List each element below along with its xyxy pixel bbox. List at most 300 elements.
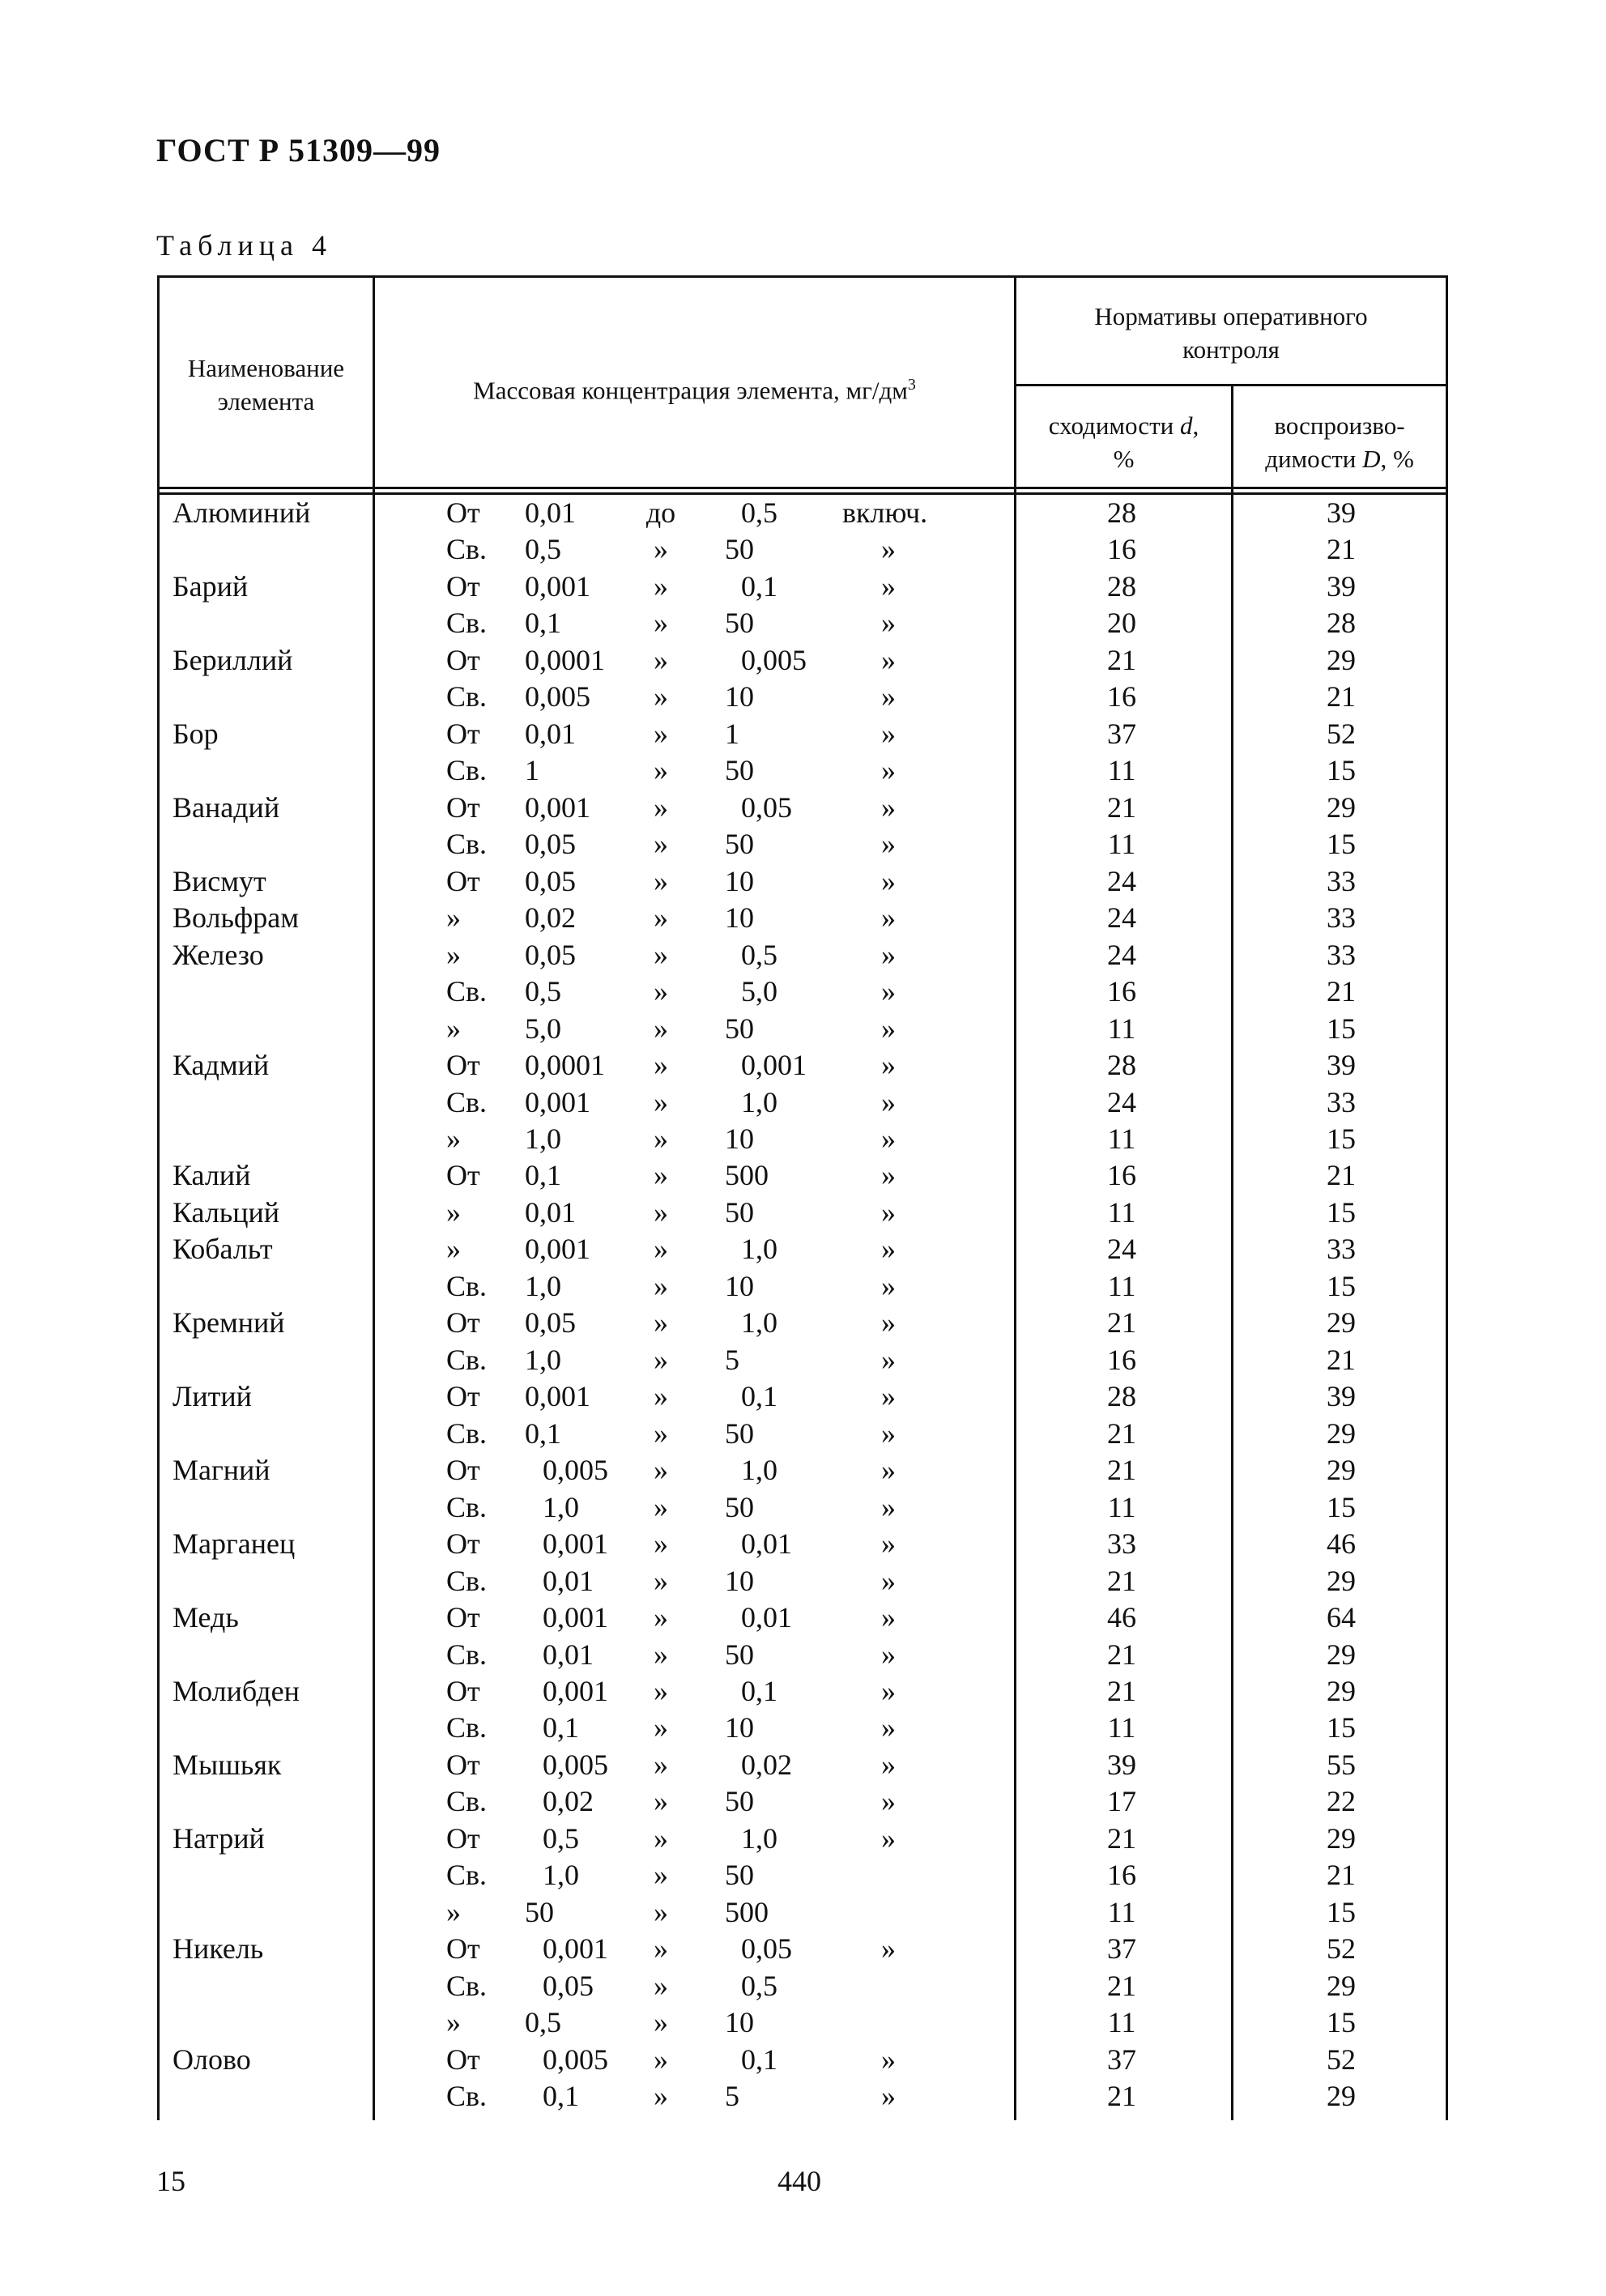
range-prefix: Св. bbox=[446, 1416, 488, 1450]
range-connector: » bbox=[654, 1380, 668, 1413]
table-row bbox=[0, 1121, 1606, 1157]
range-from: 0,005 bbox=[543, 1748, 608, 1781]
range-inclusive: » bbox=[881, 1416, 896, 1450]
range-prefix: Св. bbox=[446, 1785, 488, 1818]
element-name: Литий bbox=[173, 1380, 252, 1413]
reproducibility-D: 29 bbox=[1327, 1454, 1356, 1487]
convergence-d: 28 bbox=[1107, 1049, 1136, 1082]
range-from: 0,005 bbox=[525, 680, 590, 714]
range-connector: » bbox=[654, 1711, 668, 1744]
reproducibility-D: 29 bbox=[1327, 1821, 1356, 1855]
range-from: 1 bbox=[525, 754, 539, 787]
convergence-d: 11 bbox=[1107, 1195, 1136, 1229]
range-to: 0,01 bbox=[741, 1527, 792, 1561]
range-prefix: » bbox=[446, 2006, 461, 2039]
range-connector: » bbox=[654, 1859, 668, 1892]
range-prefix: От bbox=[446, 2043, 480, 2076]
range-to: 0,05 bbox=[741, 1932, 792, 1966]
range-prefix: Св. bbox=[446, 1564, 488, 1597]
range-to: 0,1 bbox=[741, 1675, 777, 1707]
reproducibility-D: 15 bbox=[1327, 828, 1356, 861]
reproducibility-D: 39 bbox=[1327, 1049, 1356, 1082]
reproducibility-D: 15 bbox=[1327, 1269, 1356, 1302]
header-concentration: Массовая концентрация элемента, $мг/дм^3$ bbox=[473, 376, 916, 405]
range-prefix: От bbox=[446, 1049, 480, 1082]
range-from: 1,0 bbox=[525, 1343, 561, 1376]
range-connector: » bbox=[654, 1601, 668, 1634]
element-name: Олово bbox=[173, 2043, 251, 2076]
range-connector: » bbox=[654, 1895, 668, 1928]
range-from: 0,001 bbox=[543, 1932, 608, 1966]
range-to: 5,0 bbox=[741, 975, 777, 1008]
table-row bbox=[0, 1747, 1606, 1783]
range-inclusive: » bbox=[881, 1195, 896, 1229]
range-from: 0,0001 bbox=[525, 1049, 605, 1082]
element-name: Кобальт bbox=[173, 1233, 273, 1266]
range-from: 1,0 bbox=[525, 1269, 561, 1302]
range-inclusive: включ. bbox=[842, 496, 928, 529]
convergence-d: 28 bbox=[1107, 496, 1136, 529]
range-from: 0,001 bbox=[525, 1380, 590, 1413]
range-connector: » bbox=[654, 2043, 668, 2076]
range-to: 0,001 bbox=[741, 1049, 807, 1082]
convergence-d: 11 bbox=[1107, 828, 1136, 861]
reproducibility-D: 33 bbox=[1327, 1085, 1356, 1118]
range-prefix: Св. bbox=[446, 1269, 488, 1302]
range-from: 0,001 bbox=[543, 1527, 608, 1561]
range-inclusive: » bbox=[881, 1269, 896, 1302]
range-to: 10 bbox=[725, 2006, 754, 2039]
reproducibility-D: 29 bbox=[1327, 790, 1356, 824]
table-row bbox=[0, 1157, 1606, 1194]
range-inclusive: » bbox=[881, 1785, 896, 1818]
element-name: Натрий bbox=[173, 1821, 265, 1855]
reproducibility-D: 64 bbox=[1327, 1601, 1356, 1634]
range-connector: » bbox=[654, 643, 668, 676]
range-inclusive: » bbox=[881, 1711, 896, 1744]
convergence-d: 37 bbox=[1107, 1932, 1136, 1966]
range-from: 5,0 bbox=[525, 1012, 561, 1045]
range-to: 0,01 bbox=[741, 1601, 792, 1634]
convergence-d: 21 bbox=[1107, 1969, 1136, 2002]
table-row bbox=[0, 1637, 1606, 1673]
table-row bbox=[0, 1489, 1606, 1526]
range-to: 50 bbox=[725, 1416, 754, 1450]
range-connector: » bbox=[654, 1049, 668, 1082]
range-to: 1,0 bbox=[741, 1454, 777, 1487]
convergence-d: 24 bbox=[1107, 864, 1136, 897]
range-to: 0,1 bbox=[741, 569, 777, 603]
range-to: 0,1 bbox=[741, 2043, 777, 2076]
range-inclusive: » bbox=[881, 1306, 896, 1340]
table-row bbox=[0, 1378, 1606, 1415]
convergence-d: 11 bbox=[1107, 2006, 1136, 2039]
range-prefix: Св. bbox=[446, 1343, 488, 1376]
range-from: 0,05 bbox=[525, 938, 576, 971]
range-inclusive: » bbox=[881, 643, 896, 676]
range-from: 0,01 bbox=[525, 496, 576, 529]
range-prefix: Св. bbox=[446, 1969, 488, 2002]
reproducibility-D: 22 bbox=[1327, 1785, 1356, 1818]
header-convergence-d: сходимости d, % bbox=[1048, 411, 1199, 473]
range-connector: » bbox=[654, 1748, 668, 1781]
range-prefix: Св. bbox=[446, 533, 488, 566]
range-to: 0,5 bbox=[741, 1969, 777, 2002]
range-from: 1,0 bbox=[525, 1122, 561, 1155]
range-inclusive: » bbox=[881, 1454, 896, 1487]
range-inclusive: » bbox=[881, 717, 896, 750]
reproducibility-D: 29 bbox=[1327, 1638, 1356, 1671]
range-prefix: От bbox=[446, 569, 480, 603]
range-to: 10 bbox=[725, 1711, 754, 1744]
reproducibility-D: 15 bbox=[1327, 1012, 1356, 1045]
range-to: 0,1 bbox=[741, 1380, 777, 1413]
reproducibility-D: 21 bbox=[1327, 533, 1356, 566]
range-connector: » bbox=[654, 1821, 668, 1855]
range-prefix: » bbox=[446, 1012, 461, 1045]
range-inclusive: » bbox=[881, 1343, 896, 1376]
reproducibility-D: 29 bbox=[1327, 1675, 1356, 1707]
range-from: 0,001 bbox=[525, 790, 590, 824]
range-from: 0,001 bbox=[525, 1233, 590, 1266]
reproducibility-D: 29 bbox=[1327, 1306, 1356, 1340]
reproducibility-D: 21 bbox=[1327, 1159, 1356, 1192]
reproducibility-D: 21 bbox=[1327, 680, 1356, 714]
range-connector: » bbox=[654, 1785, 668, 1818]
range-connector: » bbox=[654, 864, 668, 897]
element-name: Молибден bbox=[173, 1675, 300, 1707]
table-row bbox=[0, 973, 1606, 1010]
table-row bbox=[0, 1600, 1606, 1636]
element-name: Бор bbox=[173, 717, 219, 750]
element-name: Кальций bbox=[173, 1195, 280, 1229]
table-row bbox=[0, 1821, 1606, 1857]
reproducibility-D: 33 bbox=[1327, 864, 1356, 897]
range-from: 0,05 bbox=[525, 1306, 576, 1340]
range-connector: » bbox=[654, 717, 668, 750]
reproducibility-D: 28 bbox=[1327, 607, 1356, 640]
range-to: 50 bbox=[725, 607, 754, 640]
range-prefix: От bbox=[446, 643, 480, 676]
convergence-d: 21 bbox=[1107, 1564, 1136, 1597]
convergence-d: 21 bbox=[1107, 1454, 1136, 1487]
range-to: 50 bbox=[725, 1490, 754, 1523]
range-to: 5 bbox=[725, 2080, 739, 2113]
convergence-d: 21 bbox=[1107, 2080, 1136, 2113]
convergence-d: 21 bbox=[1107, 790, 1136, 824]
range-from: 0,02 bbox=[543, 1785, 594, 1818]
header-divider bbox=[1014, 384, 1448, 386]
convergence-d: 21 bbox=[1107, 1821, 1136, 1855]
reproducibility-D: 52 bbox=[1327, 717, 1356, 750]
convergence-d: 37 bbox=[1107, 717, 1136, 750]
range-from: 0,1 bbox=[525, 1416, 561, 1450]
reproducibility-D: 21 bbox=[1327, 1859, 1356, 1892]
table-row bbox=[0, 900, 1606, 936]
convergence-d: 16 bbox=[1107, 1343, 1136, 1376]
range-to: 10 bbox=[725, 680, 754, 714]
reproducibility-D: 29 bbox=[1327, 1416, 1356, 1450]
range-to: 10 bbox=[725, 1122, 754, 1155]
range-connector: » bbox=[654, 1638, 668, 1671]
range-to: 0,5 bbox=[741, 496, 777, 529]
element-name: Марганец bbox=[173, 1527, 296, 1561]
range-from: 0,001 bbox=[525, 1085, 590, 1118]
element-name: Барий bbox=[173, 569, 249, 603]
range-from: 0,001 bbox=[543, 1675, 608, 1707]
convergence-d: 21 bbox=[1107, 1675, 1136, 1707]
range-inclusive: » bbox=[881, 1564, 896, 1597]
table-row bbox=[0, 1857, 1606, 1893]
table-row bbox=[0, 1452, 1606, 1489]
convergence-d: 16 bbox=[1107, 1859, 1136, 1892]
table-caption: Таблица 4 bbox=[156, 229, 332, 262]
range-to: 0,005 bbox=[741, 643, 807, 676]
range-prefix: Св. bbox=[446, 1085, 488, 1118]
convergence-d: 11 bbox=[1107, 1711, 1136, 1744]
convergence-d: 46 bbox=[1107, 1601, 1136, 1634]
reproducibility-D: 21 bbox=[1327, 1343, 1356, 1376]
table-row bbox=[0, 1526, 1606, 1562]
range-to: 500 bbox=[725, 1895, 769, 1928]
element-name: Калий bbox=[173, 1159, 251, 1192]
range-prefix: » bbox=[446, 1895, 461, 1928]
table-row bbox=[0, 1231, 1606, 1267]
reproducibility-D: 52 bbox=[1327, 2043, 1356, 2076]
range-connector: » bbox=[654, 1454, 668, 1487]
table-row bbox=[0, 1305, 1606, 1341]
range-inclusive: » bbox=[881, 901, 896, 935]
range-connector: » bbox=[654, 1675, 668, 1707]
header-reproducibility-D: воспроизво- димости D, % bbox=[1265, 411, 1414, 473]
convergence-d: 16 bbox=[1107, 975, 1136, 1008]
range-prefix: От bbox=[446, 1159, 480, 1192]
range-from: 0,1 bbox=[525, 607, 561, 640]
table-row bbox=[0, 1268, 1606, 1305]
reproducibility-D: 33 bbox=[1327, 1233, 1356, 1266]
range-inclusive: » bbox=[881, 1233, 896, 1266]
range-to: 50 bbox=[725, 754, 754, 787]
range-connector: » bbox=[654, 1527, 668, 1561]
element-name: Магний bbox=[173, 1454, 271, 1487]
range-connector: » bbox=[654, 790, 668, 824]
convergence-d: 37 bbox=[1107, 2043, 1136, 2076]
reproducibility-D: 21 bbox=[1327, 975, 1356, 1008]
header-norms: Нормативы оперативного контроля bbox=[1094, 302, 1368, 364]
table-row bbox=[0, 1195, 1606, 1231]
reproducibility-D: 46 bbox=[1327, 1527, 1356, 1561]
range-connector: » bbox=[654, 828, 668, 861]
convergence-d: 11 bbox=[1107, 1122, 1136, 1155]
range-prefix: Св. bbox=[446, 1490, 488, 1523]
range-prefix: От bbox=[446, 496, 480, 529]
range-from: 0,5 bbox=[525, 533, 561, 566]
range-from: 0,05 bbox=[525, 828, 576, 861]
table-row bbox=[0, 790, 1606, 826]
range-inclusive: » bbox=[881, 680, 896, 714]
table-row bbox=[0, 1673, 1606, 1710]
table-row bbox=[0, 569, 1606, 605]
range-prefix: » bbox=[446, 901, 461, 935]
range-prefix: Св. bbox=[446, 1638, 488, 1671]
convergence-d: 11 bbox=[1107, 1012, 1136, 1045]
range-prefix: Св. bbox=[446, 1711, 488, 1744]
range-prefix: От bbox=[446, 790, 480, 824]
table-row bbox=[0, 531, 1606, 568]
element-name: Никель bbox=[173, 1932, 264, 1966]
reproducibility-D: 33 bbox=[1327, 901, 1356, 935]
convergence-d: 28 bbox=[1107, 1380, 1136, 1413]
range-prefix: От bbox=[446, 1675, 480, 1707]
range-from: 0,01 bbox=[543, 1638, 594, 1671]
range-connector: » bbox=[654, 533, 668, 566]
range-to: 0,5 bbox=[741, 938, 777, 971]
range-inclusive: » bbox=[881, 754, 896, 787]
range-prefix: От bbox=[446, 1527, 480, 1561]
table-row bbox=[0, 679, 1606, 715]
range-to: 10 bbox=[725, 1564, 754, 1597]
reproducibility-D: 15 bbox=[1327, 1711, 1356, 1744]
reproducibility-D: 33 bbox=[1327, 938, 1356, 971]
range-from: 0,005 bbox=[543, 1454, 608, 1487]
range-connector: » bbox=[654, 1122, 668, 1155]
range-from: 1,0 bbox=[543, 1859, 579, 1892]
table-row bbox=[0, 2042, 1606, 2078]
range-from: 0,001 bbox=[543, 1601, 608, 1634]
range-prefix: От bbox=[446, 1306, 480, 1340]
table-row bbox=[0, 1047, 1606, 1084]
table-row bbox=[0, 642, 1606, 679]
range-from: 0,005 bbox=[543, 2043, 608, 2076]
reproducibility-D: 52 bbox=[1327, 1932, 1356, 1966]
range-from: 0,5 bbox=[525, 975, 561, 1008]
range-connector: » bbox=[654, 1564, 668, 1597]
range-from: 50 bbox=[525, 1895, 554, 1928]
table-row bbox=[0, 1894, 1606, 1931]
convergence-d: 28 bbox=[1107, 569, 1136, 603]
table-row bbox=[0, 495, 1606, 531]
range-prefix: От bbox=[446, 864, 480, 897]
table-row bbox=[0, 2078, 1606, 2115]
range-inclusive: » bbox=[881, 569, 896, 603]
page-number: 15 bbox=[156, 2165, 185, 2197]
range-connector: » bbox=[654, 1195, 668, 1229]
table-row bbox=[0, 1084, 1606, 1121]
range-inclusive: » bbox=[881, 2043, 896, 2076]
table-row bbox=[0, 1416, 1606, 1452]
range-to: 10 bbox=[725, 901, 754, 935]
convergence-d: 24 bbox=[1107, 938, 1136, 971]
convergence-d: 39 bbox=[1107, 1748, 1136, 1781]
range-inclusive: » bbox=[881, 1675, 896, 1707]
range-inclusive: » bbox=[881, 533, 896, 566]
convergence-d: 11 bbox=[1107, 1490, 1136, 1523]
convergence-d: 21 bbox=[1107, 1416, 1136, 1450]
convergence-d: 33 bbox=[1107, 1527, 1136, 1561]
range-connector: » bbox=[654, 2006, 668, 2039]
convergence-d: 16 bbox=[1107, 533, 1136, 566]
range-from: 0,1 bbox=[543, 1711, 579, 1744]
range-connector: до bbox=[645, 496, 676, 529]
range-to: 500 bbox=[725, 1159, 769, 1192]
header-element-name: Наименование элемента bbox=[187, 354, 345, 415]
table-row bbox=[0, 716, 1606, 752]
element-name: Железо bbox=[173, 938, 264, 971]
range-prefix: От bbox=[446, 1821, 480, 1855]
range-inclusive: » bbox=[881, 1932, 896, 1966]
range-connector: » bbox=[654, 1306, 668, 1340]
table-row bbox=[0, 937, 1606, 973]
reproducibility-D: 39 bbox=[1327, 1380, 1356, 1413]
range-inclusive: » bbox=[881, 1012, 896, 1045]
range-from: 0,01 bbox=[543, 1564, 594, 1597]
range-connector: » bbox=[654, 1932, 668, 1966]
range-from: 0,1 bbox=[525, 1159, 561, 1192]
range-to: 50 bbox=[725, 1012, 754, 1045]
range-inclusive: » bbox=[881, 1049, 896, 1082]
range-to: 50 bbox=[725, 1859, 754, 1892]
range-from: 0,5 bbox=[525, 2006, 561, 2039]
element-name: Кремний bbox=[173, 1306, 285, 1340]
table-row bbox=[0, 1931, 1606, 1967]
range-to: 1 bbox=[725, 717, 739, 750]
convergence-d: 24 bbox=[1107, 1233, 1136, 1266]
range-to: 0,05 bbox=[741, 790, 792, 824]
range-prefix: От bbox=[446, 717, 480, 750]
element-name: Кадмий bbox=[173, 1049, 270, 1082]
range-to: 50 bbox=[725, 1638, 754, 1671]
range-inclusive: » bbox=[881, 790, 896, 824]
range-inclusive: » bbox=[881, 1821, 896, 1855]
range-to: 10 bbox=[725, 864, 754, 897]
range-connector: » bbox=[654, 680, 668, 714]
reproducibility-D: 39 bbox=[1327, 569, 1356, 603]
range-prefix: Св. bbox=[446, 2080, 488, 2113]
range-to: 1,0 bbox=[741, 1821, 777, 1855]
range-inclusive: » bbox=[881, 1601, 896, 1634]
convergence-d: 20 bbox=[1107, 607, 1136, 640]
element-name: Вольфрам bbox=[173, 901, 300, 935]
range-prefix: » bbox=[446, 1195, 461, 1229]
table-row bbox=[0, 1011, 1606, 1047]
range-prefix: Св. bbox=[446, 607, 488, 640]
range-to: 10 bbox=[725, 1269, 754, 1302]
range-prefix: От bbox=[446, 1748, 480, 1781]
range-prefix: » bbox=[446, 1122, 461, 1155]
convergence-d: 24 bbox=[1107, 1085, 1136, 1118]
table-row bbox=[0, 1342, 1606, 1378]
table-row bbox=[0, 2004, 1606, 2041]
range-from: 0,01 bbox=[525, 717, 576, 750]
reproducibility-D: 15 bbox=[1327, 2006, 1356, 2039]
range-from: 0,05 bbox=[525, 864, 576, 897]
range-to: 0,02 bbox=[741, 1748, 792, 1781]
range-prefix: Св. bbox=[446, 1859, 488, 1892]
element-name: Медь bbox=[173, 1601, 239, 1634]
range-to: 1,0 bbox=[741, 1306, 777, 1340]
range-to: 50 bbox=[725, 1785, 754, 1818]
range-inclusive: » bbox=[881, 1122, 896, 1155]
range-from: 1,0 bbox=[543, 1490, 579, 1523]
range-from: 0,1 bbox=[543, 2080, 579, 2113]
range-prefix: От bbox=[446, 1454, 480, 1487]
reproducibility-D: 29 bbox=[1327, 1564, 1356, 1597]
range-inclusive: » bbox=[881, 607, 896, 640]
range-connector: » bbox=[654, 569, 668, 603]
document-code: ГОСТ Р 51309—99 bbox=[156, 132, 441, 168]
range-to: 5 bbox=[725, 1343, 739, 1376]
convergence-d: 11 bbox=[1107, 754, 1136, 787]
